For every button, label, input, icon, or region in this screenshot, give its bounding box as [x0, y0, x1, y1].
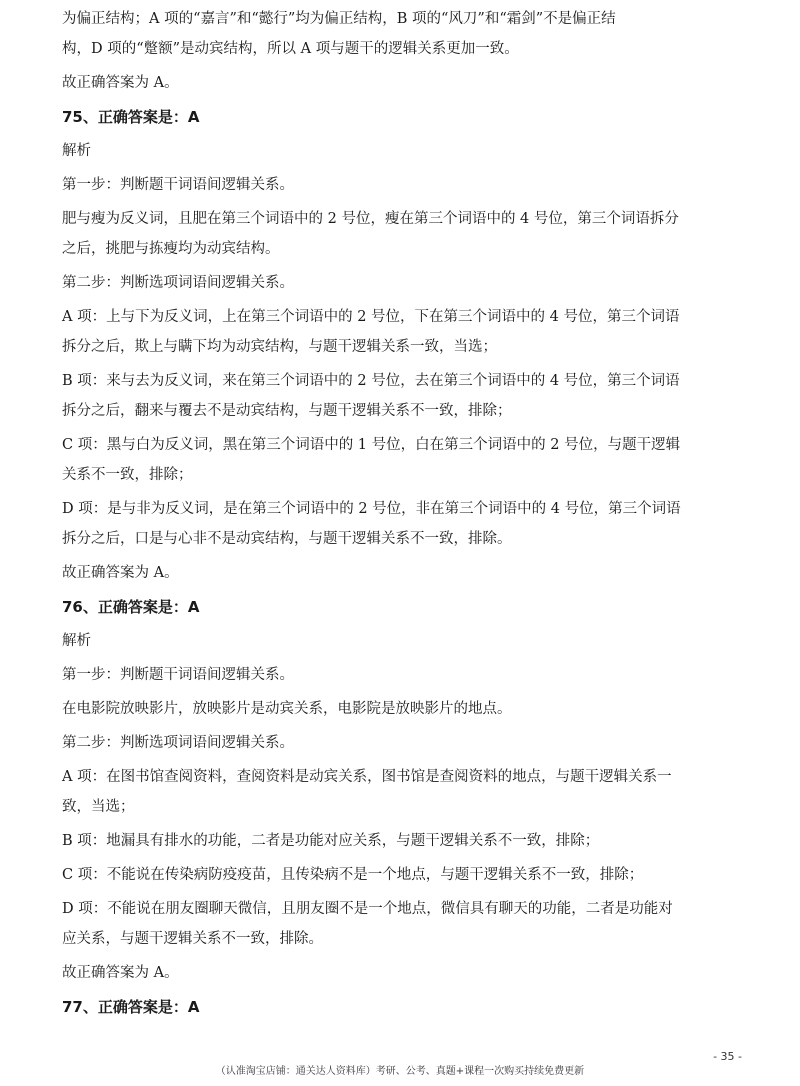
q76-heading: 76、正确答案是：A: [62, 598, 200, 616]
q76-option-b: B 项：地漏具有排水的功能，二者是功能对应关系，与题干逻辑关系不一致，排除；: [62, 833, 600, 849]
question-76: [62, 592, 752, 988]
q75-analysis-line-1: 肥与瘦为反义词，且肥在第三个词语中的 2 号位，瘦在第三个词语中的 4 号位，第三个词语拆分: [62, 211, 679, 227]
q75-option-d-line-1: D 项：是与非为反义词，是在第三个词语中的 2 号位，非在第三个词语中的 4 号位，第三个词语: [62, 501, 681, 517]
q75-option-c-line-2: 关系不一致，排除；: [62, 467, 193, 483]
q76-analysis: 在电影院放映影片，放映影片是动宾关系，电影院是放映影片的地点。: [62, 701, 512, 717]
q75-option-c-line-1: C 项：黑与白为反义词，黑在第三个词语中的 1 号位，白在第三个词语中的 2 号位，与题干逻辑: [62, 437, 681, 453]
q75-step1: 第一步：判断题干词语间逻辑关系。: [62, 177, 294, 193]
q75-conclusion: 故正确答案为 A。: [62, 565, 179, 581]
question-75: [62, 102, 752, 588]
intro-line-1: 为偏正结构；A 项的“嘉言”和“懿行”均为偏正结构，B 项的“风刀”和“霜剑”不是偏正结: [62, 11, 616, 27]
q75-option-b-line-2: 拆分之后，翻来与覆去不是动宾结构，与题干逻辑关系不一致，排除；: [62, 403, 512, 419]
q76-conclusion: 故正确答案为 A。: [62, 965, 179, 981]
q76-option-d-line-2: 应关系，与题干逻辑关系不一致，排除。: [62, 931, 323, 947]
q75-option-d-line-2: 拆分之后，口是与心非不是动宾结构，与题干逻辑关系不一致，排除。: [62, 531, 512, 547]
intro-block: [62, 4, 752, 98]
q76-step2: 第二步：判断选项词语间逻辑关系。: [62, 735, 294, 751]
q76-step1: 第一步：判断题干词语间逻辑关系。: [62, 667, 294, 683]
q76-option-c: C 项：不能说在传染病防疫疫苗，且传染病不是一个地点，与题干逻辑关系不一致，排除；: [62, 867, 644, 883]
q76-option-a-line-1: A 项：在图书馆查阅资料，查阅资料是动宾关系，图书馆是查阅资料的地点，与题干逻辑关系一: [62, 769, 672, 785]
q76-label: 解析: [62, 633, 91, 649]
q75-step2: 第二步：判断选项词语间逻辑关系。: [62, 275, 294, 291]
q75-label: 解析: [62, 143, 91, 159]
q76-option-a-line-2: 致，当选；: [62, 799, 135, 815]
page-number: - 35 -: [713, 1050, 742, 1063]
question-77: [62, 992, 752, 1022]
q75-option-a-line-2: 拆分之后，欺上与瞒下均为动宾结构，与题干逻辑关系一致，当选；: [62, 339, 497, 355]
q75-analysis-line-2: 之后，挑肥与拣瘦均为动宾结构。: [62, 241, 280, 257]
q75-option-b-line-1: B 项：来与去为反义词，来在第三个词语中的 2 号位，去在第三个词语中的 4 号位，第三个词语: [62, 373, 680, 389]
intro-line-2: 构，D 项的“蹩额”是动宾结构，所以 A 项与题干的逻辑关系更加一致。: [62, 41, 519, 57]
intro-conclusion: 故正确答案为 A。: [62, 75, 179, 91]
q76-option-d-line-1: D 项：不能说在朋友圈聊天微信，且朋友圈不是一个地点，微信具有聊天的功能，二者是功能对: [62, 901, 673, 917]
document-page: [62, 4, 752, 1026]
q77-heading: 77、正确答案是：A: [62, 998, 200, 1016]
q75-heading: 75、正确答案是：A: [62, 108, 200, 126]
footer-note: （认准淘宝店铺：通关达人资料库）考研、公考、真题+课程一次购买持续免费更新: [215, 1066, 585, 1077]
q75-option-a-line-1: A 项：上与下为反义词，上在第三个词语中的 2 号位，下在第三个词语中的 4 号位，第三个词语: [62, 309, 680, 325]
